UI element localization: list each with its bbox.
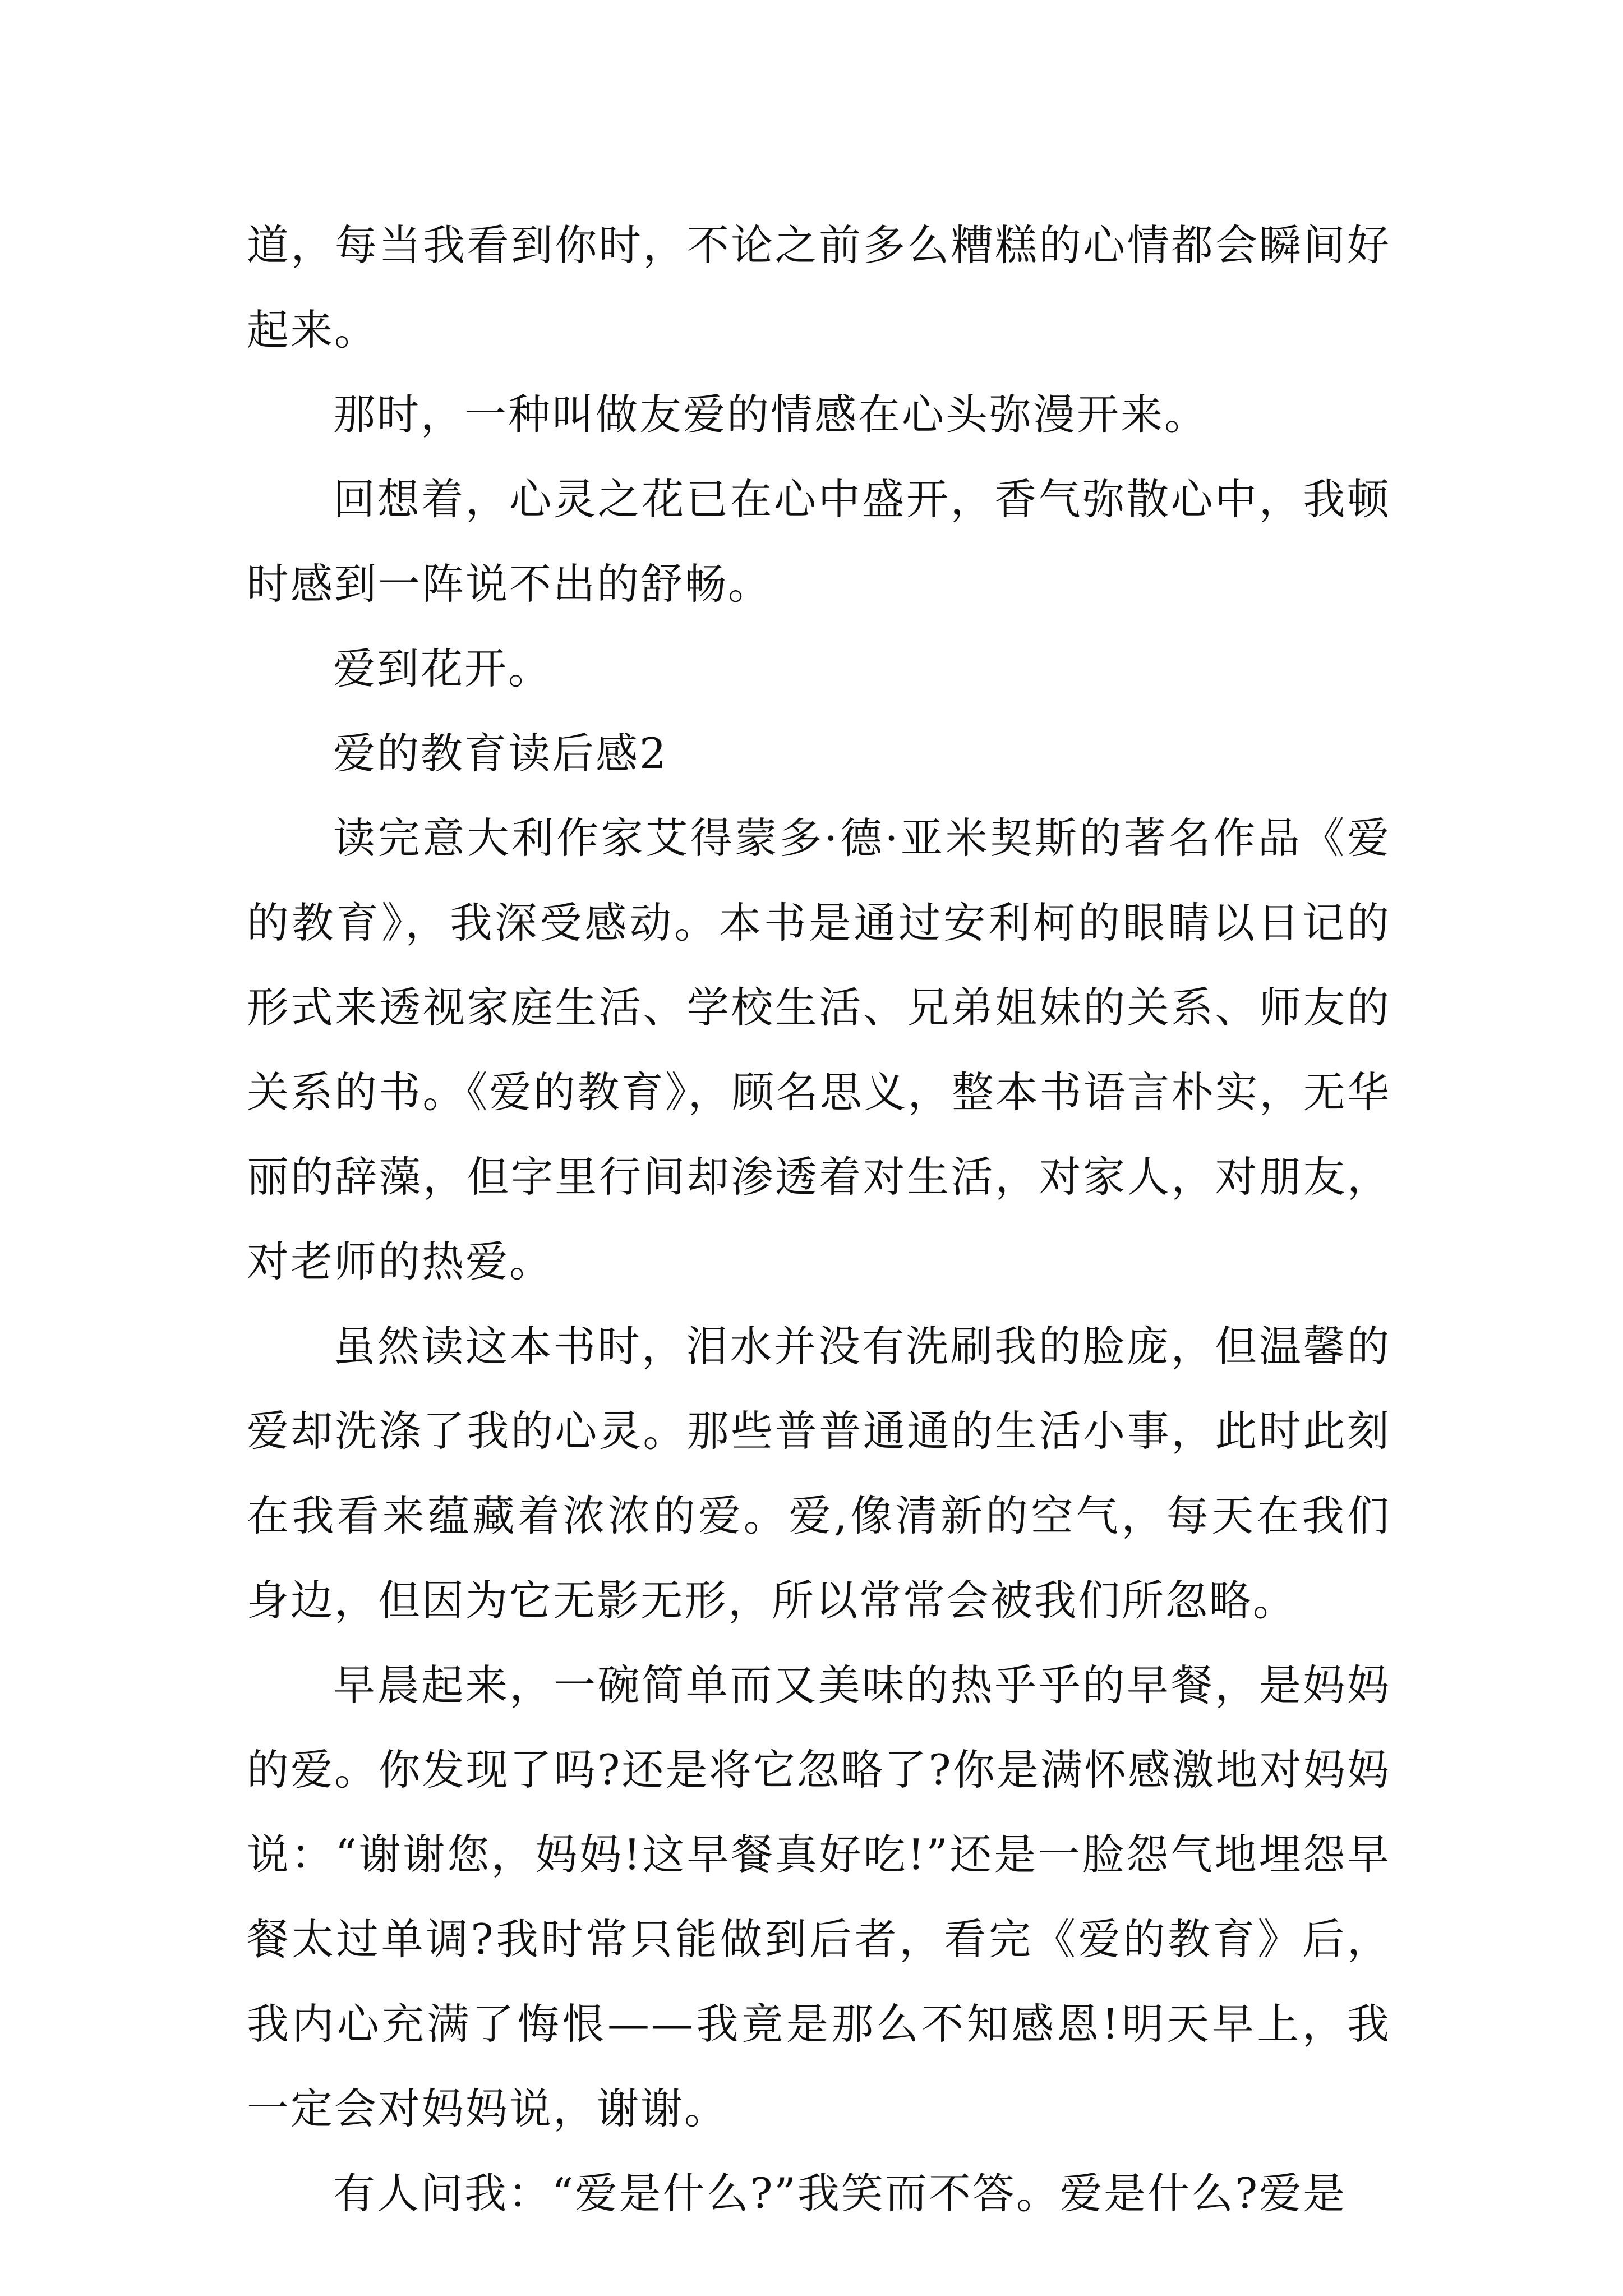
paragraph: 有人问我：“爱是什么?”我笑而不答。爱是什么?爱是	[333, 2169, 1347, 2218]
paragraph-continuation: 道，每当我看到你时，不论之前多么糟糕的心情都会瞬间好起来。	[247, 220, 1391, 355]
paragraph: 早晨起来，一碗简单而又美味的热乎乎的早餐，是妈妈的爱。你发现了吗?还是将它忽略了?你是满怀感激地对妈妈说：“谢谢您，妈妈!这早餐真好吃!”还是一脸怨气地埋怨早餐太过单调?我时常只能做到后者，看完《爱的教育》后，我内心充满了悔恨——我竟是那么不知感恩!明天早上，我一定会对妈妈说，谢谢。	[247, 1660, 1391, 2133]
document-body	[247, 203, 1391, 2236]
paragraph: 爱到花开。	[333, 644, 552, 693]
paragraph: 那时，一种叫做友爱的情感在心头弥漫开来。	[333, 390, 1209, 439]
section-heading: 爱的教育读后感2	[333, 729, 668, 778]
paragraph: 回想着，心灵之花已在心中盛开，香气弥散心中，我顿时感到一阵说不出的舒畅。	[247, 475, 1391, 609]
paragraph: 读完意大利作家艾得蒙多·德·亚米契斯的著名作品《爱的教育》，我深受感动。本书是通过安利柯的眼睛以日记的形式来透视家庭生活、学校生活、兄弟姐妹的关系、师友的关系的书。《爱的教育》，顾名思义，整本书语言朴实，无华丽的辞藻，但字里行间却渗透着对生活，对家人，对朋友，对老师的热爱。	[247, 813, 1391, 1286]
paragraph: 虽然读这本书时，泪水并没有洗刷我的脸庞，但温馨的爱却洗涤了我的心灵。那些普普通通的生活小事，此时此刻在我看来蕴藏着浓浓的爱。爱,像清新的空气，每天在我们身边，但因为它无影无形，所以常常会被我们所忽略。	[247, 1322, 1391, 1625]
